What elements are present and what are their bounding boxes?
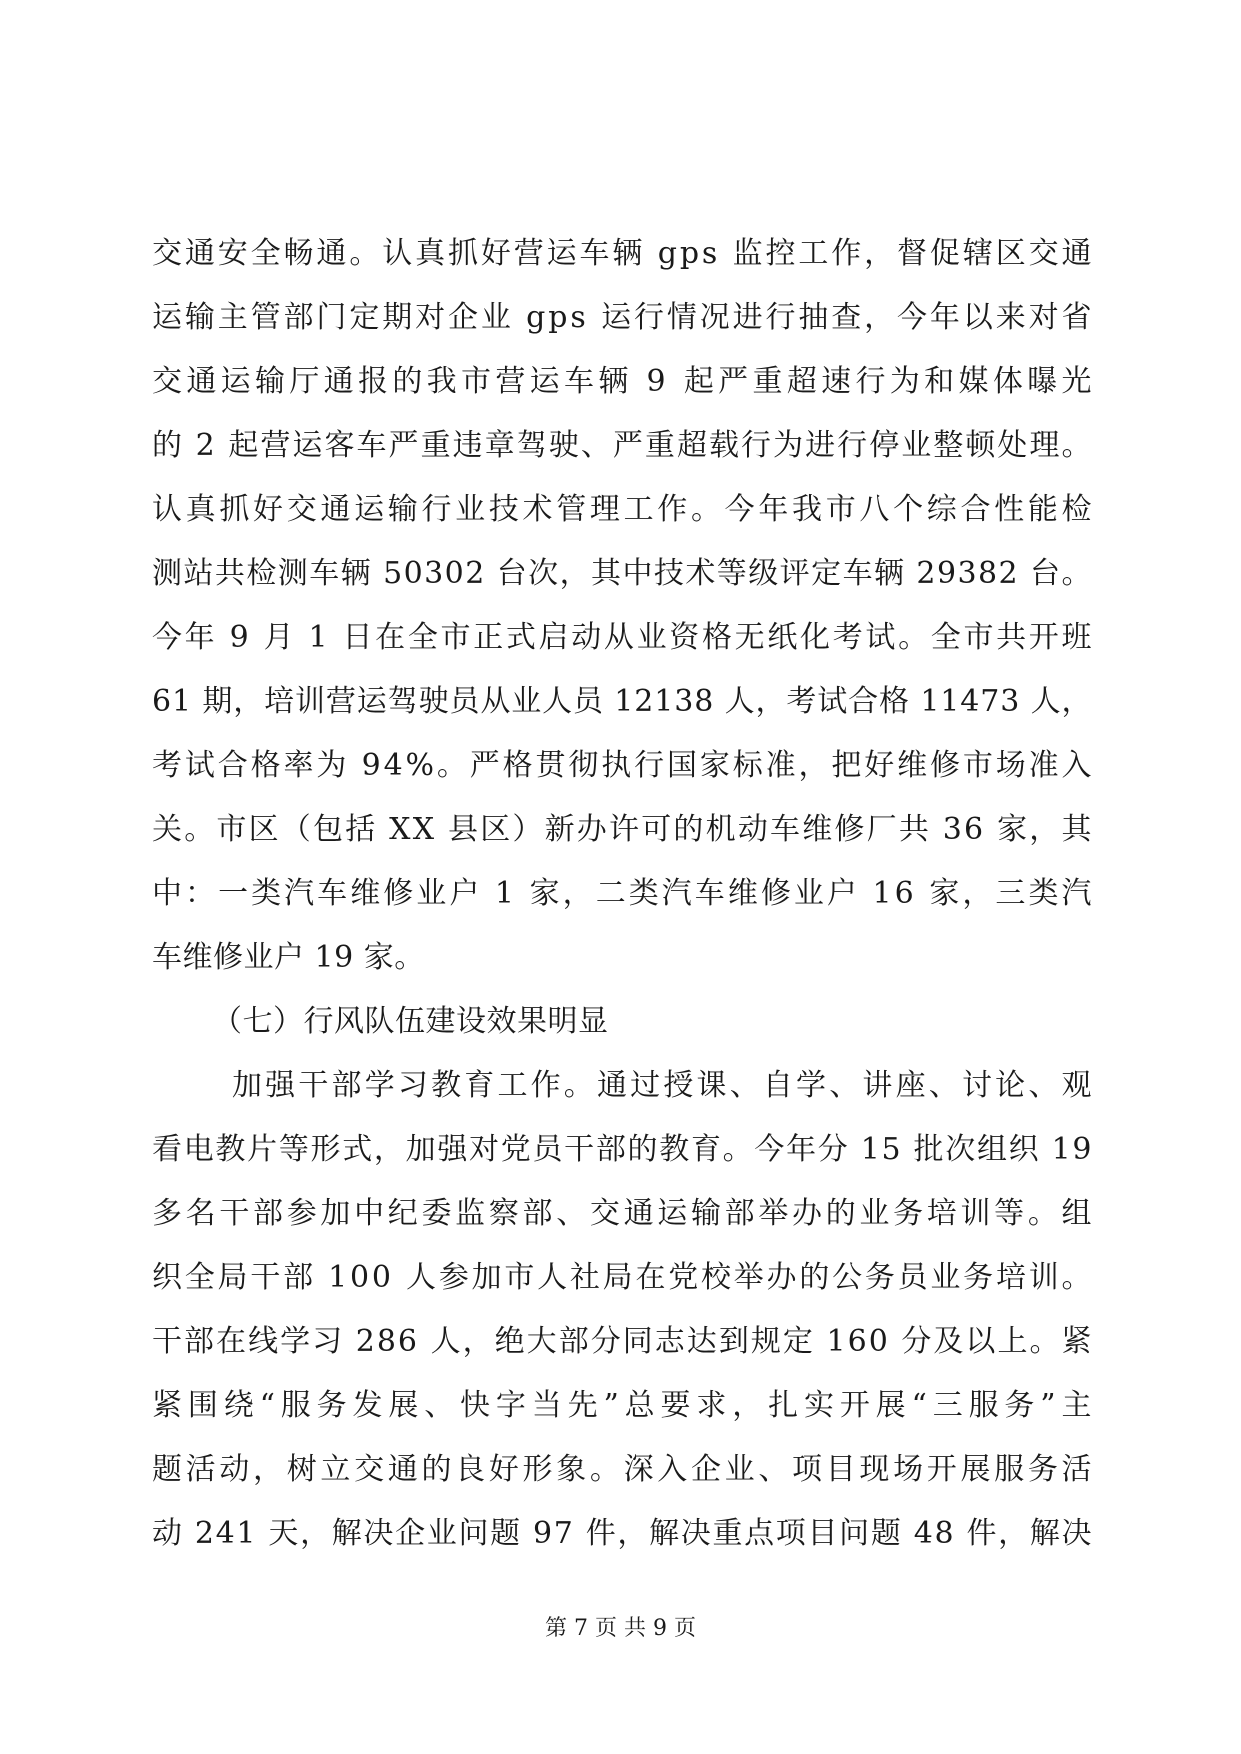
text-line: 加强干部学习教育工作。通过授课、自学、讲座、讨论、观 xyxy=(232,1068,1095,1103)
text-line: 车维修业户 19 家。 xyxy=(152,940,425,975)
text-line: 干部在线学习 286 人，绝大部分同志达到规定 160 分及以上。紧 xyxy=(152,1324,1094,1359)
text-line: 考试合格率为 94%。严格贯彻执行国家标准，把好维修市场准入 xyxy=(152,748,1095,783)
text-line: 多名干部参加中纪委监察部、交通运输部举办的业务培训等。组 xyxy=(152,1196,1096,1231)
text-line: 题活动，树立交通的良好形象。深入企业、项目现场开展服务活 xyxy=(152,1452,1096,1487)
section-heading: （七）行风队伍建设效果明显 xyxy=(212,1004,609,1039)
text-line: 中：一类汽车维修业户 1 家，二类汽车维修业户 16 家，三类汽 xyxy=(152,876,1095,911)
text-line: 关。市区（包括 XX 县区）新办许可的机动车维修厂共 36 家，其 xyxy=(152,812,1094,847)
text-line: 运输主管部门定期对企业 gps 运行情况进行抽查，今年以来对省 xyxy=(152,300,1095,335)
text-line: 交通安全畅通。认真抓好营运车辆 gps 监控工作，督促辖区交通 xyxy=(152,236,1095,271)
text-line: 测站共检测车辆 50302 台次，其中技术等级评定车辆 29382 台。 xyxy=(152,556,1093,591)
page-number: 第 7 页 共 9 页 xyxy=(545,1616,696,1641)
text-line: 交通运输厅通报的我市营运车辆 9 起严重超速行为和媒体曝光 xyxy=(152,364,1096,399)
text-line: 织全局干部 100 人参加市人社局在党校举办的公务员业务培训。 xyxy=(152,1260,1095,1295)
text-line: 的 2 起营运客车严重违章驾驶、严重超载行为进行停业整顿处理。 xyxy=(152,428,1094,463)
text-line: 紧围绕“服务发展、快字当先”总要求，扎实开展“三服务”主 xyxy=(152,1388,1098,1423)
body-text xyxy=(152,222,1098,1566)
text-line: 看电教片等形式，加强对党员干部的教育。今年分 15 批次组织 19 xyxy=(152,1132,1094,1167)
text-line: 61 期，培训营运驾驶员从业人员 12138 人，考试合格 11473 人， xyxy=(152,684,1093,719)
text-line: 今年 9 月 1 日在全市正式启动从业资格无纸化考试。全市共开班 xyxy=(152,620,1095,655)
page-footer xyxy=(0,1614,1241,1644)
text-line: 动 241 天，解决企业问题 97 件，解决重点项目问题 48 件，解决 xyxy=(152,1516,1094,1551)
text-line: 认真抓好交通运输行业技术管理工作。今年我市八个综合性能检 xyxy=(152,492,1096,527)
